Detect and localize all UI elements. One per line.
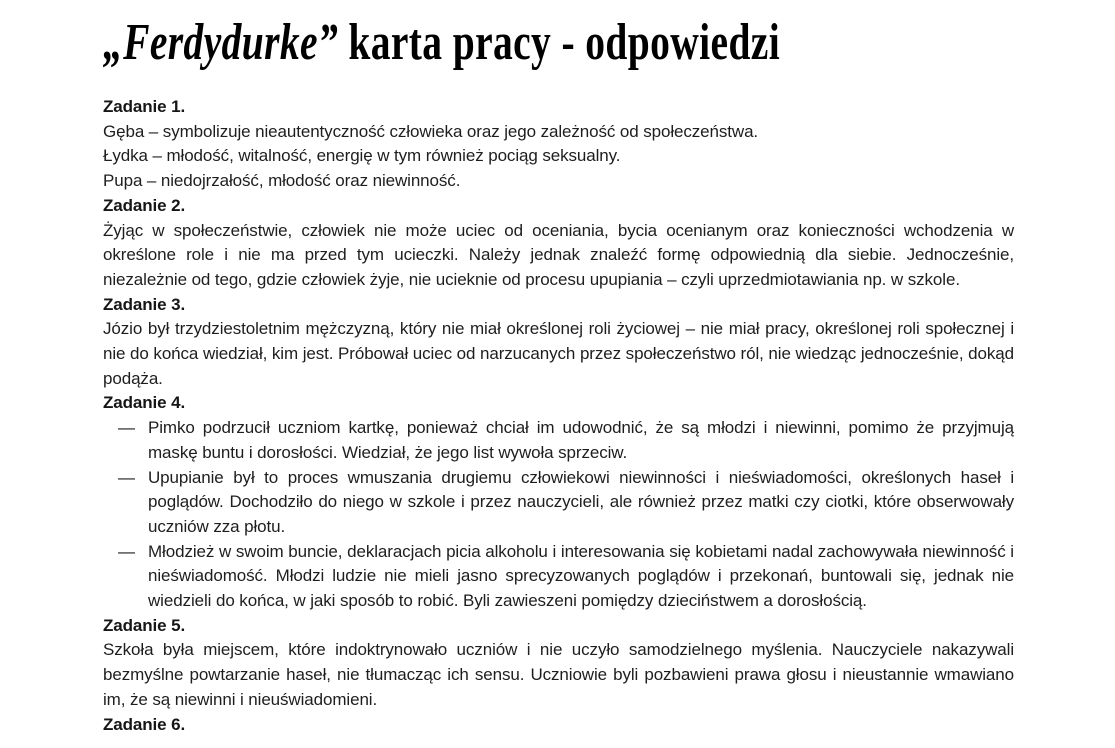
answer-line-pupa: Pupa – niedojrzałość, młodość oraz niewinność. [103, 171, 461, 191]
answer-line-lydka: Łydka – młodość, witalność, energię w tym również pociąg seksualny. [103, 146, 621, 166]
bullet-item-text: Upupianie był to proces wmuszania drugiemu człowiekowi niewinności i nieświadomości, określonych haseł i poglądów. Dochodziło do niego w szkole i przez nauczycieli, ale również przez matki czy ciotki, które obserwowały uczniów zza płotu. [148, 467, 1014, 536]
document-body [103, 95, 1014, 737]
section-heading-zadanie-2: Zadanie 2. [103, 195, 186, 215]
bullet-item [103, 416, 1014, 465]
answer-paragraph-zadanie-3: Józio był trzydziestoletnim mężczyzną, który nie miał określonej roli życiowej – nie miał pracy, określonej roli społecznej i nie do końca wiedział, kim jest. Próbował uciec od narzucanych przez społeczeństwo ról, nie wiedząc jednocześnie, dokąd podąża. [103, 319, 1014, 388]
title-novel-name: „Ferdydurke” [103, 14, 339, 71]
answer-paragraph-zadanie-5: Szkoła była miejscem, które indoktrynowało uczniów i nie uczyło samodzielnego myślenia. Nauczyciele nakazywali bezmyślne powtarzanie haseł, nie tłumacząc ich sensu. Uczniowie byli pozbawieni prawa głosu i nieustannie wmawiano im, że są niewinni i nieuświadomieni. [103, 640, 1014, 709]
bullet-item-text: Pimko podrzucił uczniom kartkę, ponieważ chciał im udowodnić, że są młodzi i niewinni, pomimo że przyjmują maskę buntu i dorosłości. Wiedział, że jego list wywoła sprzeciw. [148, 418, 1014, 462]
bullet-dash: — [118, 541, 135, 561]
section-heading-zadanie-3: Zadanie 3. [103, 294, 186, 314]
title-suffix: karta pracy - odpowiedzi [338, 14, 781, 71]
bullet-item [103, 540, 1014, 614]
bullet-dash: — [118, 418, 135, 438]
bullet-item [103, 466, 1014, 540]
bullet-list-zadanie-4 [103, 416, 1014, 614]
section-heading-zadanie-1: Zadanie 1. [103, 97, 186, 116]
document-title [103, 14, 994, 72]
bullet-item-text: Młodzież w swoim buncie, deklaracjach picia alkoholu i interesowania się kobietami nadal zachowywała niewinność i nieświadomość. Młodzi ludzie nie mieli jasno sprecyzowanych poglądów i przekonań, buntowali się, jednak nie wiedzieli do końca, w jaki sposób to robić. Byli zawieszeni pomiędzy dzieciństwem a dorosłością. [148, 541, 1014, 611]
answer-line-geba: Gęba – symbolizuje nieautentyczność człowieka oraz jego zależność od społeczeństwa. [103, 121, 759, 141]
bullet-dash: — [118, 467, 135, 487]
section-heading-zadanie-6: Zadanie 6. [103, 714, 186, 734]
section-heading-zadanie-4: Zadanie 4. [103, 393, 186, 413]
answer-paragraph-zadanie-2: Żyjąc w społeczeństwie, człowiek nie może uciec od oceniania, bycia ocenianym oraz konieczności wchodzenia w określone role i nie ma przed tym ucieczki. Należy jednak znaleźć formę odpowiednią dla siebie. Jednocześnie, niezależnie od tego, gdzie człowiek żyje, nie ucieknie od procesu upupiania – czyli uprzedmiotawiania np. w szkole. [103, 220, 1014, 289]
section-heading-zadanie-5: Zadanie 5. [103, 615, 186, 635]
